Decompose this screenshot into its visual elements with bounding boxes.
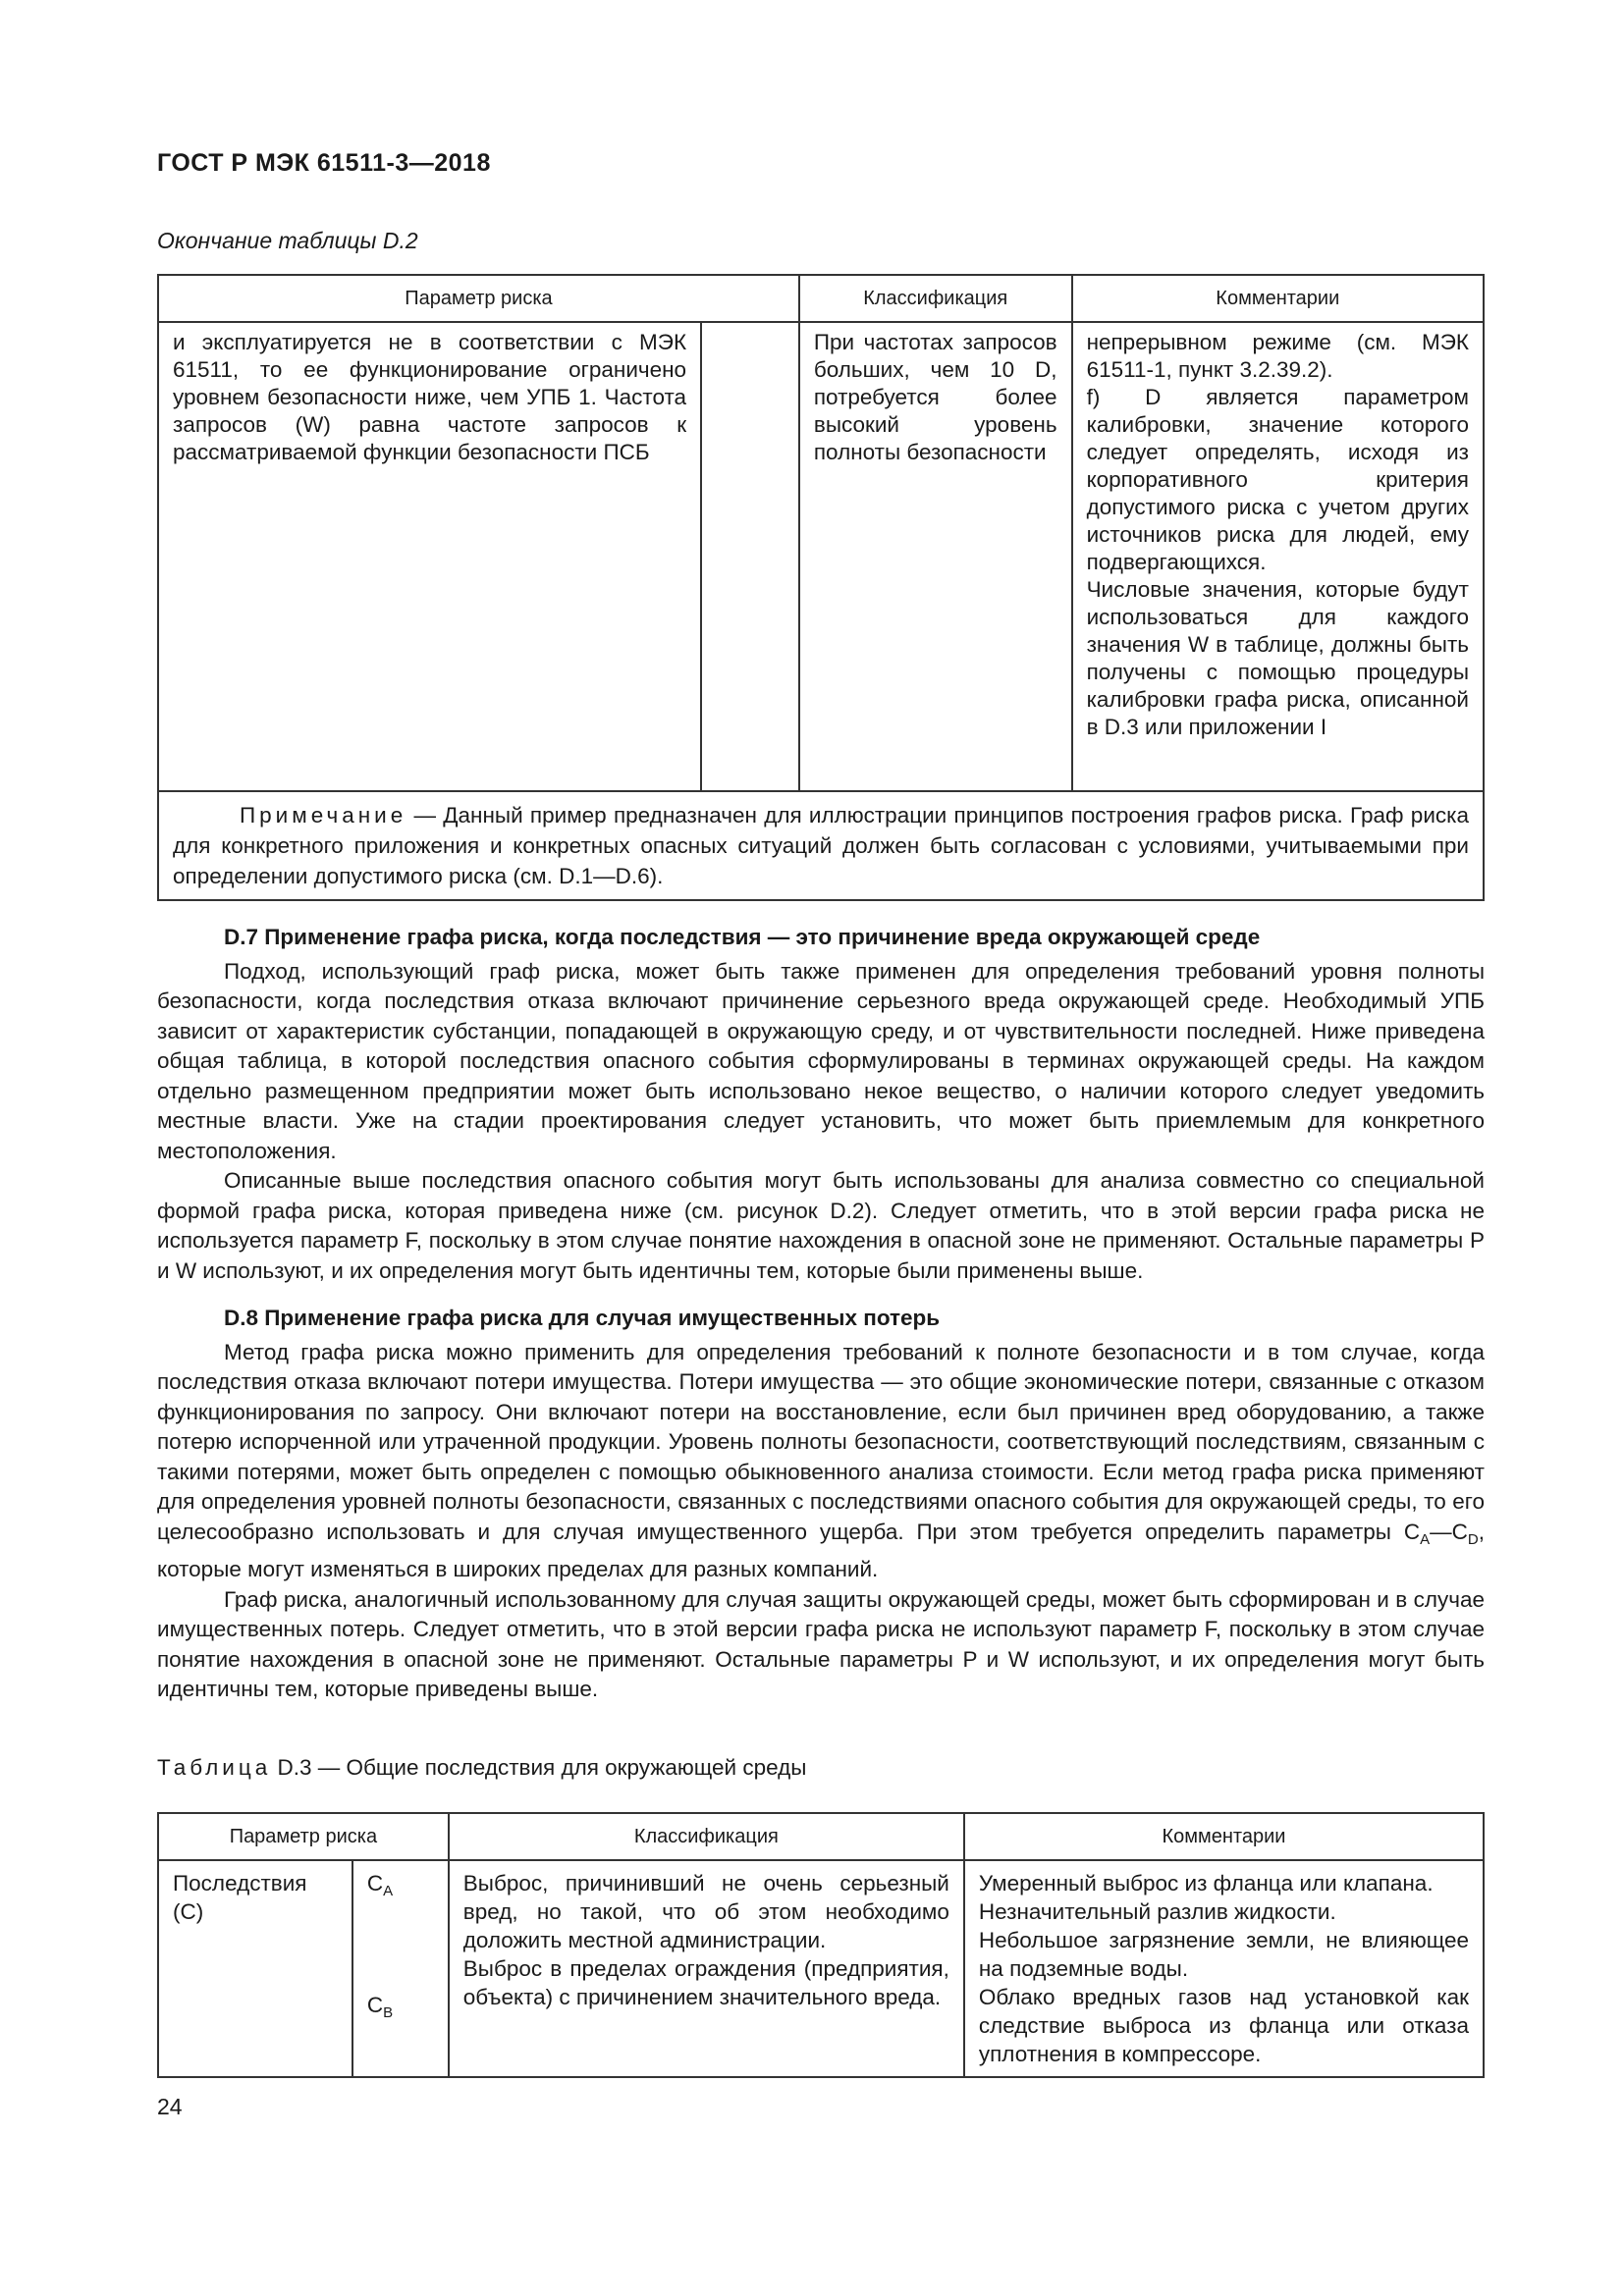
table-row xyxy=(158,1860,1484,2077)
paragraph-text: —C xyxy=(1430,1519,1468,1544)
paragraph-text: Метод графа риска можно применить для определения требований к полноте безопасности и в том случае, когда последствия отказа включают потери имущества. Потери имущества — это общие экономические потери, связанные с отказом функционирования по запросу. Они включают потери на восстановление, если был причинен вред оборудованию, а также потерю испорченной или утраченной продукции. Уровень полноты безопасности, соответствующий последствиям, связанным с такими потерями, может быть определен с помощью обыкновенного анализа стоимости. Если метод графа риска применяют для определения уровней полноты безопасности, связанных с последствиями опасного события для окружающей среды, то его целесообразно использовать и для случая имущественного ущерба. При этом требуется определить параметры C xyxy=(157,1339,1485,1544)
table-header-row xyxy=(158,275,1484,322)
table-d2-continuation-caption: Окончание таблицы D.2 xyxy=(157,228,418,253)
document-code-header: ГОСТ Р МЭК 61511-3—2018 xyxy=(157,149,491,177)
column-header-comments: Комментарии xyxy=(1072,275,1484,322)
code-ca: $C_A$ xyxy=(366,1871,394,1899)
section-heading: D.8 Применение графа риска для случая имущественных потерь xyxy=(224,1306,941,1330)
column-header-param: Параметр риска xyxy=(158,1813,449,1860)
note-text: — Данный пример предназначен для иллюстрации принципов построения графов риска. Граф риска для конкретного приложения и конкретных опасных ситуаций должен быть согласован с условиями, учитываемыми при определении допустимого риска (см. D.1—D.6). xyxy=(173,803,1469,888)
paragraph: Описанные выше последствия опасного события могут быть использованы для анализа совместно со специальной формой графа риска, которая приведена ниже (см. рисунок D.2). Следует отметить, что в этой версии графа риска не используется параметр F, поскольку в этом случае понятие нахождения в опасной зоне не применяют. Остальные параметры P и W используют, и их определения могут быть идентичны тем, которые были применены выше. xyxy=(157,1168,1485,1283)
comment-text: Незначительный разлив жидкости. xyxy=(978,1899,1336,1924)
page-number: 24 xyxy=(157,2094,183,2119)
note-label: Примечание xyxy=(240,803,407,828)
comment-text: Небольшое загрязнение земли, не влияющее на подземные воды. xyxy=(978,1928,1469,1981)
classification-cb: Выброс в пределах ограждения (предприятия, объекта) с причинением значительного вреда. xyxy=(462,1956,949,2009)
paragraph xyxy=(157,1338,1485,1585)
comment-text: f) D является параметром калибровки, значение которого следует определять, исходя из корпоративного критерия допустимого риска с учетом других источников риска для людей, ему подвергающихся. xyxy=(1086,385,1469,574)
column-header-param: Параметр риска xyxy=(158,275,799,322)
comment-text: Умеренный выброс из фланца или клапана. xyxy=(978,1871,1434,1896)
table-d2 xyxy=(157,274,1485,901)
paragraph: Подход, использующий граф риска, может быть также применен для определения требований уровня полноты безопасности, когда последствия отказа включают причинение серьезного вреда окружающей среде. Необходимый УПБ зависит от характеристик субстанции, попадающей в окружающую среду, и от чувствительности последней. Ниже приведена общая таблица, в которой последствия опасного события сформулированы в терминах окружающей среды. На каждом отдельно размещенном предприятии может быть использовано некое вещество, о наличии которого следует уведомить местные власти. Уже на стадии проектирования следует установить, что может быть приемлемым для конкретного местоположения. xyxy=(157,958,1485,1163)
cell-param-codes xyxy=(352,1860,449,2077)
section-d8 xyxy=(157,1304,1485,1705)
column-header-classification: Классификация xyxy=(449,1813,964,1860)
cell-classification xyxy=(449,1860,964,2077)
table-row xyxy=(158,322,1484,791)
cell-comments xyxy=(1072,322,1484,791)
table-d3 xyxy=(157,1812,1485,2078)
comment-text: Облако вредных газов над установкой как следствие выброса из фланца или отказа уплотнения в компрессоре. xyxy=(978,1985,1469,2066)
comment-text: непрерывном режиме (см. МЭК 61511-1, пункт 3.2.39.2). xyxy=(1086,330,1469,382)
paragraph: Граф риска, аналогичный использованному для случая защиты окружающей среды, может быть сформирован и в случае имущественных потерь. Следует отметить, что в этой версии графа риска не используют параметр F, поскольку в этом случае понятие нахождения в опасной зоне не применяют. Остальные параметры P и W используют, и их определения могут быть идентичны тем, которые приведены выше. xyxy=(157,1586,1485,1701)
column-header-classification: Классификация xyxy=(799,275,1072,322)
table-d3-caption xyxy=(157,1755,806,1781)
column-header-comments: Комментарии xyxy=(964,1813,1484,1860)
section-heading: D.7 Применение графа риска, когда последствия — это причинение вреда окружающей среде xyxy=(224,925,1261,949)
table-note xyxy=(158,791,1484,900)
subscript: A xyxy=(1420,1530,1431,1548)
cell-param: и эксплуатируется не в соответствии с МЭК 61511, то ее функционирование ограничено уровнем безопасности ниже, чем УПБ 1. Частота запросов (W) равна частоте запросов к рассматриваемой функции безопасности ПСБ xyxy=(158,322,701,791)
cell-param-code xyxy=(701,322,799,791)
table-header-row xyxy=(158,1813,1484,1860)
code-cb: $C_B$ xyxy=(366,1993,394,2021)
subscript: D xyxy=(1467,1530,1479,1548)
paragraph-text: , которые могут изменяться в широких пределах для разных компаний. xyxy=(157,1519,1485,1581)
classification-ca: Выброс, причинивший не очень серьезный вред, но такой, что об этом необходимо доложить местной администрации. xyxy=(462,1871,949,1952)
caption-label: Таблица xyxy=(157,1755,272,1780)
cell-param-name: Последствия (С) xyxy=(158,1860,352,2077)
caption-text: D.3 — Общие последствия для окружающей среды xyxy=(271,1755,807,1780)
cell-comments xyxy=(964,1860,1484,2077)
section-d7 xyxy=(157,923,1485,1286)
cell-classification: При частотах запросов больших, чем 10 D, потребуется более высокий уровень полноты безопасности xyxy=(799,322,1072,791)
table-note-row xyxy=(158,791,1484,900)
comment-text: Числовые значения, которые будут использоваться для каждого значения W в таблице, должны быть получены с помощью процедуры калибровки графа риска, описанной в D.3 или приложении I xyxy=(1086,577,1469,739)
